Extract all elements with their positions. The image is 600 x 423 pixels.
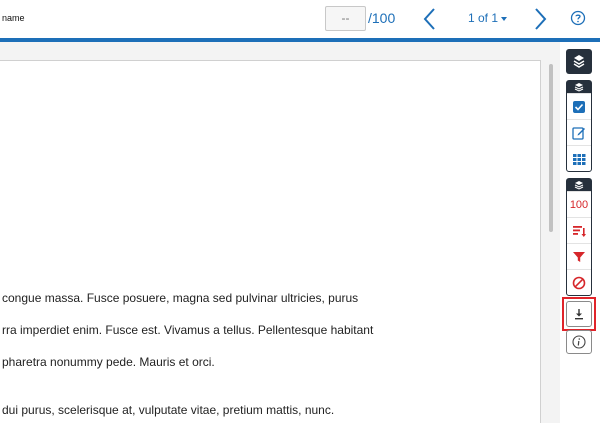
text-line: congue massa. Fusce posuere, magna sed pulvinar ultricies, purus <box>2 291 359 305</box>
edit-button[interactable] <box>567 119 591 145</box>
document-name: name <box>2 13 25 23</box>
page-selector[interactable] <box>468 11 507 25</box>
selection-tools-group <box>566 80 592 172</box>
document-viewer <box>0 42 560 423</box>
filter-icon <box>572 250 586 264</box>
grid-view-button[interactable] <box>567 145 591 171</box>
page-total: /100 <box>368 10 396 26</box>
clear-filter-button[interactable] <box>567 269 591 295</box>
page-selector-label: 1 of 1 <box>468 11 499 25</box>
layers-icon <box>567 179 591 191</box>
grid-icon <box>572 152 586 166</box>
page-number-input[interactable]: -- <box>325 6 366 31</box>
select-all-button[interactable] <box>567 93 591 119</box>
text-line: dui purus, scelerisque at, vulputate vitae, pretium mattis, nunc. <box>2 403 335 417</box>
row-count-button[interactable] <box>567 191 591 217</box>
row-count-label: 100 <box>569 198 589 211</box>
download-icon <box>572 307 586 321</box>
sort-button[interactable] <box>567 217 591 243</box>
layers-icon <box>566 49 592 74</box>
document-page <box>0 60 541 423</box>
sort-icon <box>572 224 586 238</box>
caret-down-icon <box>501 17 507 21</box>
info-button[interactable] <box>566 330 592 354</box>
chevron-left-icon <box>425 9 434 29</box>
block-icon <box>572 276 586 290</box>
chevron-right-icon <box>536 9 545 29</box>
next-page-button[interactable] <box>530 6 550 32</box>
filter-button[interactable] <box>567 243 591 269</box>
previous-page-button[interactable] <box>420 6 440 32</box>
text-line: rra imperdiet enim. Fusce est. Vivamus a tellus. Pellentesque habitant <box>2 323 374 337</box>
info-icon <box>572 335 586 349</box>
help-button[interactable] <box>570 10 586 26</box>
checkbox-icon <box>572 100 586 114</box>
edit-icon <box>572 126 586 140</box>
scrollbar-thumb[interactable] <box>549 64 553 232</box>
top-toolbar <box>0 0 600 38</box>
text-line: pharetra nonummy pede. Mauris et orci. <box>2 355 215 369</box>
help-icon <box>572 12 585 25</box>
download-button[interactable] <box>566 301 592 327</box>
layers-icon <box>567 81 591 93</box>
layers-button[interactable] <box>566 49 592 74</box>
data-tools-group <box>566 178 592 296</box>
